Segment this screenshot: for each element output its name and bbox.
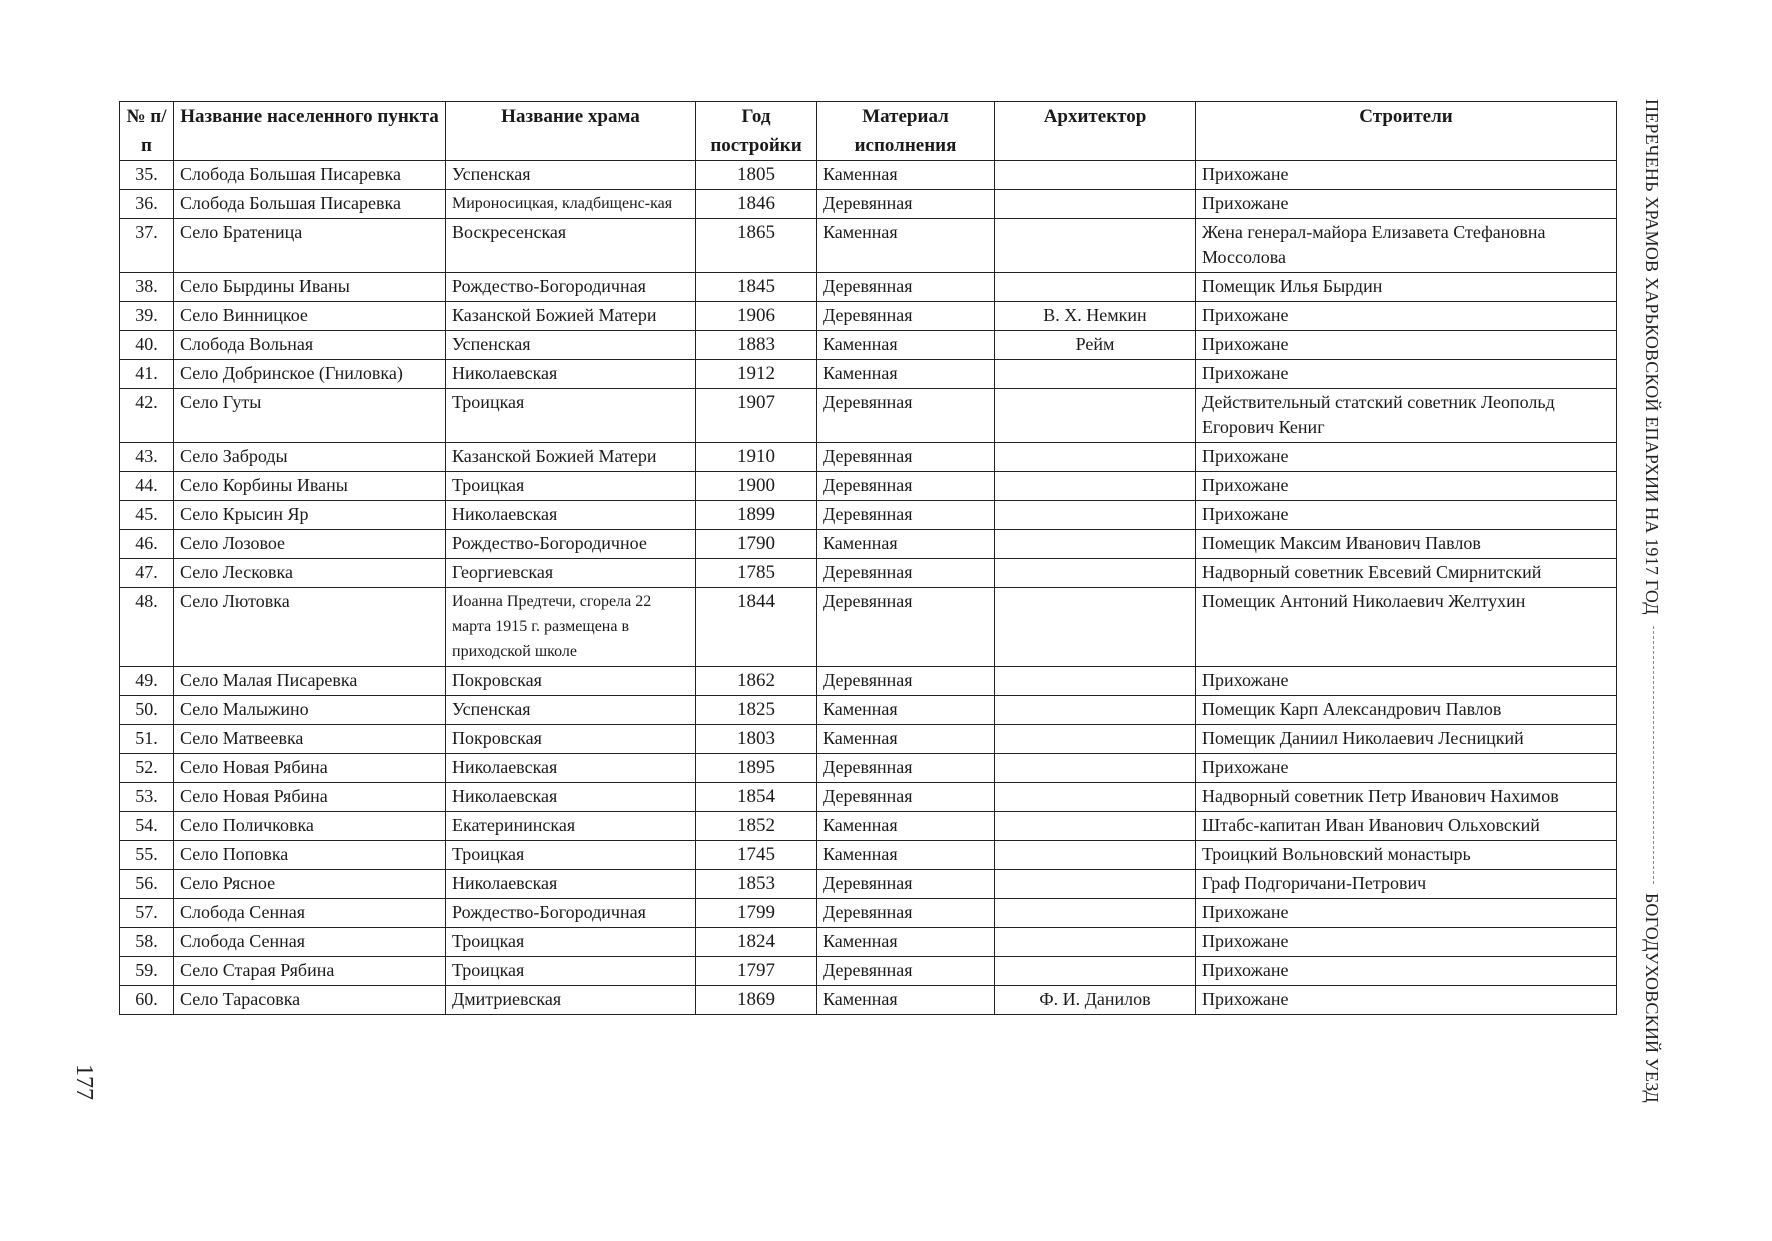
table-row: [120, 559, 1617, 588]
church-cell: Успенская: [446, 696, 696, 725]
architect-cell: [995, 899, 1196, 928]
church-cell: Рождество-Богородичное: [446, 530, 696, 559]
settlement-cell: Село Гуты: [174, 389, 446, 443]
year-cell: 1853: [696, 870, 817, 899]
material-cell: Деревянная: [817, 302, 995, 331]
table-row: [120, 161, 1617, 190]
row-number: 43.: [120, 443, 174, 472]
church-cell: Георгиевская: [446, 559, 696, 588]
architect-cell: [995, 443, 1196, 472]
row-number: 51.: [120, 725, 174, 754]
row-number: 47.: [120, 559, 174, 588]
year-cell: 1869: [696, 986, 817, 1015]
church-cell: Николаевская: [446, 501, 696, 530]
year-cell: 1797: [696, 957, 817, 986]
material-cell: Каменная: [817, 841, 995, 870]
builders-cell: Прихожане: [1196, 501, 1617, 530]
builders-cell: Помещик Илья Бырдин: [1196, 273, 1617, 302]
row-number: 37.: [120, 219, 174, 273]
table-row: [120, 443, 1617, 472]
material-cell: Деревянная: [817, 501, 995, 530]
settlement-cell: Село Лесковка: [174, 559, 446, 588]
settlement-cell: Село Тарасовка: [174, 986, 446, 1015]
year-cell: 1900: [696, 472, 817, 501]
material-cell: Деревянная: [817, 273, 995, 302]
builders-cell: Прихожане: [1196, 161, 1617, 190]
builders-cell: Прихожане: [1196, 360, 1617, 389]
church-cell: Рождество-Богородичная: [446, 899, 696, 928]
architect-cell: Рейм: [995, 331, 1196, 360]
architect-cell: [995, 190, 1196, 219]
table-row: [120, 302, 1617, 331]
settlement-cell: Слобода Большая Писаревка: [174, 161, 446, 190]
year-cell: 1785: [696, 559, 817, 588]
architect-cell: [995, 870, 1196, 899]
church-cell: Троицкая: [446, 928, 696, 957]
year-cell: 1907: [696, 389, 817, 443]
architect-cell: [995, 957, 1196, 986]
church-cell: Казанской Божией Матери: [446, 302, 696, 331]
church-cell: Покровская: [446, 667, 696, 696]
church-cell: Николаевская: [446, 360, 696, 389]
church-cell: Дмитриевская: [446, 986, 696, 1015]
architect-cell: [995, 389, 1196, 443]
table-row: [120, 501, 1617, 530]
material-cell: Каменная: [817, 331, 995, 360]
architect-cell: [995, 161, 1196, 190]
table-header-row: [120, 102, 1617, 161]
builders-cell: Прихожане: [1196, 190, 1617, 219]
header-architect: Архитектор: [995, 102, 1196, 161]
settlement-cell: Село Лютовка: [174, 588, 446, 667]
settlement-cell: Село Рясное: [174, 870, 446, 899]
year-cell: 1745: [696, 841, 817, 870]
builders-cell: Помещик Даниил Николаевич Лесницкий: [1196, 725, 1617, 754]
architect-cell: [995, 928, 1196, 957]
architect-cell: [995, 783, 1196, 812]
architect-cell: [995, 273, 1196, 302]
settlement-cell: Село Крысин Яр: [174, 501, 446, 530]
architect-cell: [995, 559, 1196, 588]
table-row: [120, 957, 1617, 986]
side-dashed-rule: [1653, 626, 1654, 884]
table-row: [120, 783, 1617, 812]
year-cell: 1852: [696, 812, 817, 841]
material-cell: Деревянная: [817, 870, 995, 899]
architect-cell: [995, 472, 1196, 501]
material-cell: Деревянная: [817, 783, 995, 812]
architect-cell: [995, 812, 1196, 841]
material-cell: Деревянная: [817, 754, 995, 783]
row-number: 50.: [120, 696, 174, 725]
church-cell: Екатерининская: [446, 812, 696, 841]
table-row: [120, 588, 1617, 667]
header-year: Год постройки: [696, 102, 817, 161]
settlement-cell: Село Заброды: [174, 443, 446, 472]
church-cell: Иоанна Предтечи, сгорела 22 марта 1915 г. размещена в приходской школе: [446, 588, 696, 667]
year-cell: 1883: [696, 331, 817, 360]
architect-cell: [995, 725, 1196, 754]
row-number: 60.: [120, 986, 174, 1015]
row-number: 36.: [120, 190, 174, 219]
builders-cell: Надворный советник Евсевий Смирнитский: [1196, 559, 1617, 588]
church-cell: Покровская: [446, 725, 696, 754]
table-row: [120, 219, 1617, 273]
settlement-cell: Село Малая Писаревка: [174, 667, 446, 696]
architect-cell: [995, 696, 1196, 725]
church-cell: Николаевская: [446, 870, 696, 899]
church-cell: Троицкая: [446, 841, 696, 870]
year-cell: 1799: [696, 899, 817, 928]
row-number: 38.: [120, 273, 174, 302]
row-number: 46.: [120, 530, 174, 559]
row-number: 58.: [120, 928, 174, 957]
builders-cell: Жена генерал-майора Елизавета Стефановна Моссолова: [1196, 219, 1617, 273]
material-cell: Деревянная: [817, 957, 995, 986]
header-settlement: Название населенного пункта: [174, 102, 446, 161]
year-cell: 1845: [696, 273, 817, 302]
table-row: [120, 389, 1617, 443]
year-cell: 1895: [696, 754, 817, 783]
row-number: 39.: [120, 302, 174, 331]
settlement-cell: Село Винницкое: [174, 302, 446, 331]
builders-cell: Прихожане: [1196, 472, 1617, 501]
settlement-cell: Село Бырдины Иваны: [174, 273, 446, 302]
builders-cell: Прихожане: [1196, 986, 1617, 1015]
material-cell: Деревянная: [817, 899, 995, 928]
builders-cell: Помещик Антоний Николаевич Желтухин: [1196, 588, 1617, 667]
year-cell: 1899: [696, 501, 817, 530]
header-builders: Строители: [1196, 102, 1617, 161]
church-cell: Троицкая: [446, 389, 696, 443]
year-cell: 1910: [696, 443, 817, 472]
material-cell: Каменная: [817, 928, 995, 957]
year-cell: 1865: [696, 219, 817, 273]
page-number: 177: [71, 1064, 97, 1100]
row-number: 59.: [120, 957, 174, 986]
row-number: 35.: [120, 161, 174, 190]
builders-cell: Прихожане: [1196, 443, 1617, 472]
settlement-cell: Слобода Сенная: [174, 899, 446, 928]
row-number: 44.: [120, 472, 174, 501]
material-cell: Каменная: [817, 360, 995, 389]
church-cell: Троицкая: [446, 472, 696, 501]
architect-cell: [995, 219, 1196, 273]
table-row: [120, 331, 1617, 360]
builders-cell: Прихожане: [1196, 754, 1617, 783]
material-cell: Деревянная: [817, 588, 995, 667]
material-cell: Каменная: [817, 986, 995, 1015]
church-cell: Казанской Божией Матери: [446, 443, 696, 472]
table-row: [120, 870, 1617, 899]
material-cell: Каменная: [817, 725, 995, 754]
table-row: [120, 273, 1617, 302]
settlement-cell: Слобода Вольная: [174, 331, 446, 360]
builders-cell: Помещик Карп Александрович Павлов: [1196, 696, 1617, 725]
settlement-cell: Село Новая Рябина: [174, 783, 446, 812]
side-running-title: ПЕРЕЧЕНЬ ХРАМОВ ХАРЬКОВСКОЙ ЕПАРХИИ НА 1917 ГОД: [1642, 99, 1662, 615]
year-cell: 1805: [696, 161, 817, 190]
row-number: 55.: [120, 841, 174, 870]
settlement-cell: Село Малыжино: [174, 696, 446, 725]
header-material: Материал исполнения: [817, 102, 995, 161]
material-cell: Каменная: [817, 696, 995, 725]
material-cell: Каменная: [817, 219, 995, 273]
church-cell: Николаевская: [446, 754, 696, 783]
settlement-cell: Слобода Сенная: [174, 928, 446, 957]
row-number: 45.: [120, 501, 174, 530]
row-number: 49.: [120, 667, 174, 696]
table-row: [120, 360, 1617, 389]
settlement-cell: Село Братеница: [174, 219, 446, 273]
year-cell: 1803: [696, 725, 817, 754]
architect-cell: В. Х. Немкин: [995, 302, 1196, 331]
settlement-cell: Село Матвеевка: [174, 725, 446, 754]
material-cell: Деревянная: [817, 559, 995, 588]
year-cell: 1912: [696, 360, 817, 389]
church-cell: Рождество-Богородичная: [446, 273, 696, 302]
table-row: [120, 841, 1617, 870]
material-cell: Деревянная: [817, 472, 995, 501]
churches-table: [119, 101, 1617, 1015]
table-row: [120, 530, 1617, 559]
architect-cell: [995, 501, 1196, 530]
row-number: 56.: [120, 870, 174, 899]
row-number: 41.: [120, 360, 174, 389]
settlement-cell: Село Добринское (Гниловка): [174, 360, 446, 389]
architect-cell: [995, 841, 1196, 870]
settlement-cell: Село Корбины Иваны: [174, 472, 446, 501]
church-cell: Воскресенская: [446, 219, 696, 273]
table-row: [120, 812, 1617, 841]
table-row: [120, 472, 1617, 501]
builders-cell: Надворный советник Петр Иванович Нахимов: [1196, 783, 1617, 812]
header-num: № п/п: [120, 102, 174, 161]
table-row: [120, 696, 1617, 725]
row-number: 54.: [120, 812, 174, 841]
architect-cell: Ф. И. Данилов: [995, 986, 1196, 1015]
church-cell: Троицкая: [446, 957, 696, 986]
builders-cell: Троицкий Вольновский монастырь: [1196, 841, 1617, 870]
year-cell: 1854: [696, 783, 817, 812]
year-cell: 1824: [696, 928, 817, 957]
table-row: [120, 986, 1617, 1015]
settlement-cell: Село Поличковка: [174, 812, 446, 841]
settlement-cell: Село Старая Рябина: [174, 957, 446, 986]
row-number: 53.: [120, 783, 174, 812]
architect-cell: [995, 667, 1196, 696]
builders-cell: Прихожане: [1196, 899, 1617, 928]
builders-cell: Прихожане: [1196, 302, 1617, 331]
material-cell: Деревянная: [817, 443, 995, 472]
material-cell: Каменная: [817, 161, 995, 190]
builders-cell: Прихожане: [1196, 928, 1617, 957]
architect-cell: [995, 754, 1196, 783]
row-number: 48.: [120, 588, 174, 667]
material-cell: Каменная: [817, 530, 995, 559]
church-cell: Мироносицкая, кладбищенс-кая: [446, 190, 696, 219]
table-row: [120, 725, 1617, 754]
church-cell: Успенская: [446, 331, 696, 360]
church-cell: Успенская: [446, 161, 696, 190]
architect-cell: [995, 360, 1196, 389]
settlement-cell: Слобода Большая Писаревка: [174, 190, 446, 219]
settlement-cell: Село Поповка: [174, 841, 446, 870]
year-cell: 1862: [696, 667, 817, 696]
builders-cell: Штабс-капитан Иван Иванович Ольховский: [1196, 812, 1617, 841]
material-cell: Каменная: [817, 812, 995, 841]
settlement-cell: Село Лозовое: [174, 530, 446, 559]
year-cell: 1790: [696, 530, 817, 559]
builders-cell: Прихожане: [1196, 667, 1617, 696]
builders-cell: Прихожане: [1196, 957, 1617, 986]
material-cell: Деревянная: [817, 389, 995, 443]
material-cell: Деревянная: [817, 667, 995, 696]
architect-cell: [995, 588, 1196, 667]
table-row: [120, 899, 1617, 928]
row-number: 40.: [120, 331, 174, 360]
header-church: Название храма: [446, 102, 696, 161]
year-cell: 1825: [696, 696, 817, 725]
table-row: [120, 190, 1617, 219]
table-row: [120, 928, 1617, 957]
year-cell: 1906: [696, 302, 817, 331]
year-cell: 1844: [696, 588, 817, 667]
table-row: [120, 667, 1617, 696]
table-row: [120, 754, 1617, 783]
row-number: 42.: [120, 389, 174, 443]
builders-cell: Прихожане: [1196, 331, 1617, 360]
row-number: 52.: [120, 754, 174, 783]
row-number: 57.: [120, 899, 174, 928]
settlement-cell: Село Новая Рябина: [174, 754, 446, 783]
builders-cell: Помещик Максим Иванович Павлов: [1196, 530, 1617, 559]
builders-cell: Граф Подгоричани-Петрович: [1196, 870, 1617, 899]
material-cell: Деревянная: [817, 190, 995, 219]
architect-cell: [995, 530, 1196, 559]
church-cell: Николаевская: [446, 783, 696, 812]
builders-cell: Действительный статский советник Леопольд Егорович Кениг: [1196, 389, 1617, 443]
year-cell: 1846: [696, 190, 817, 219]
side-district-title: БОГОДУХОВСКИЙ УЕЗД: [1642, 893, 1662, 1103]
